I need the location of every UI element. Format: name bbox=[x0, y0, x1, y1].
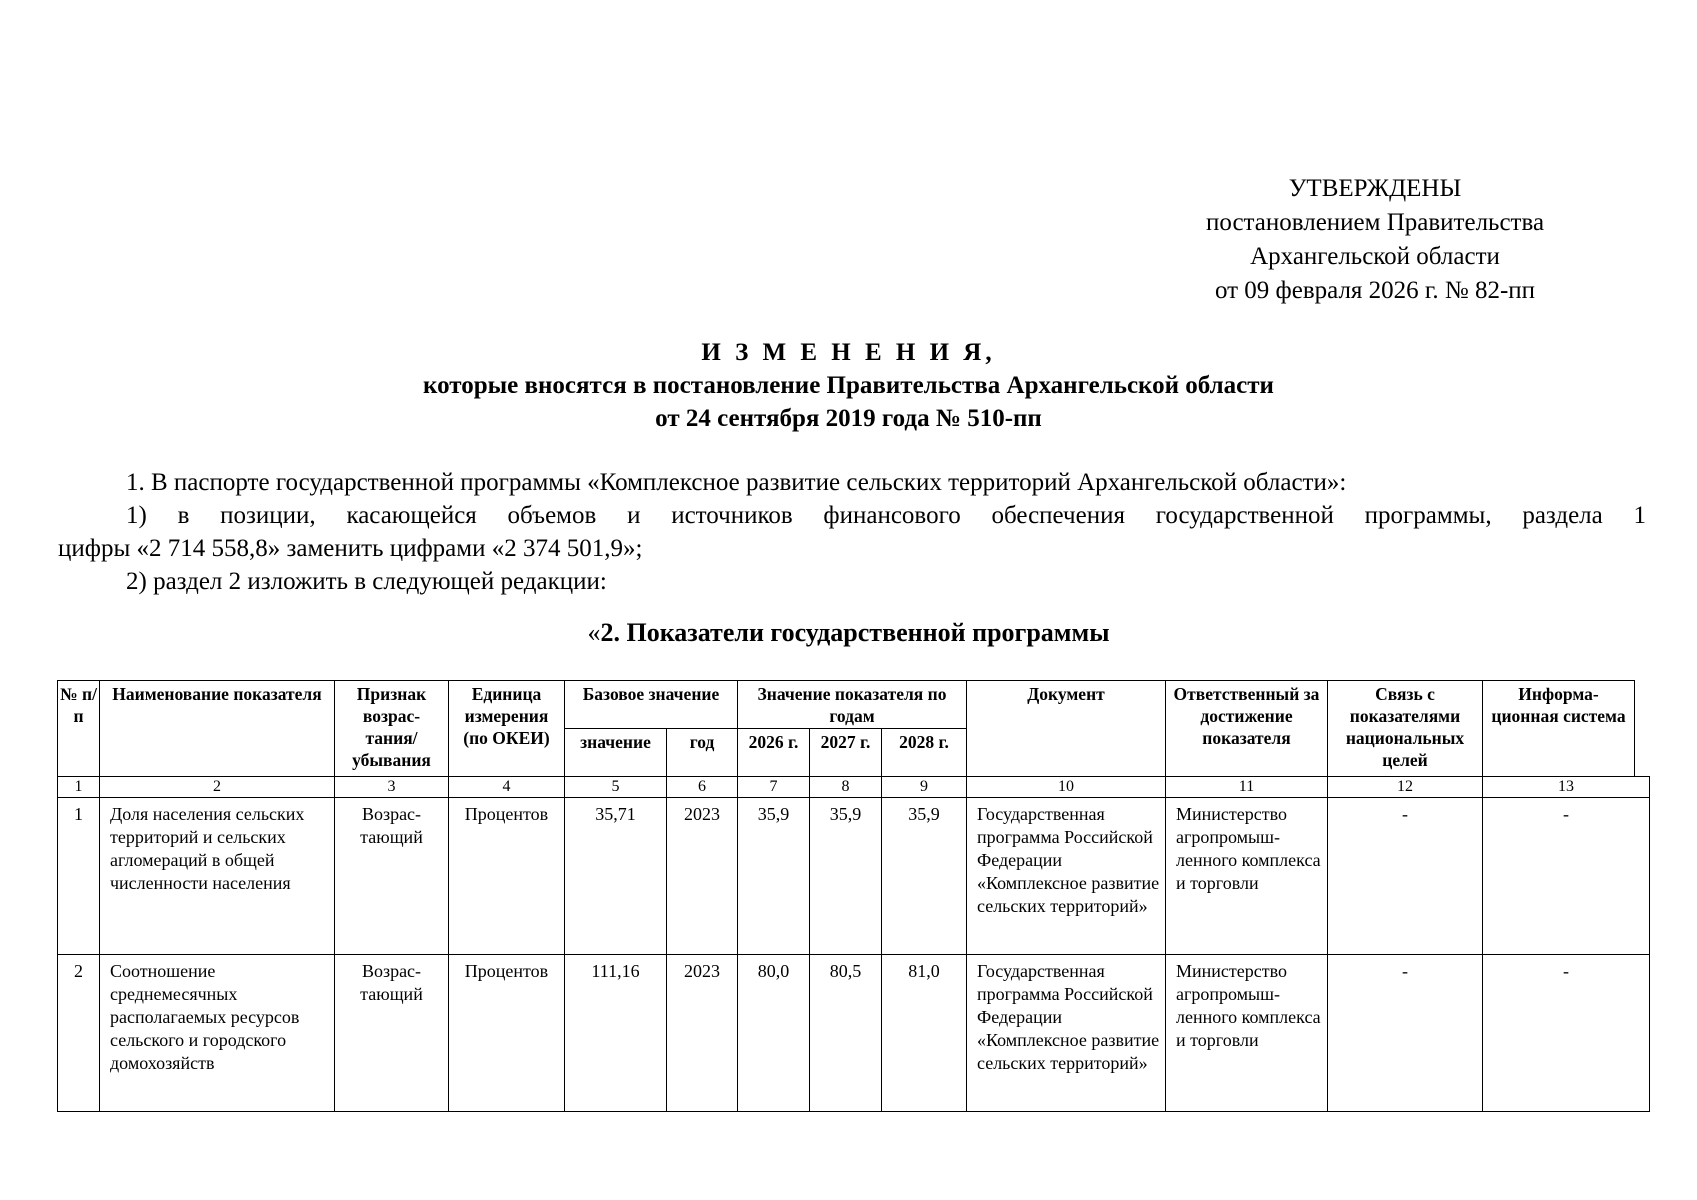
header-num: № п/п bbox=[58, 681, 100, 777]
cell-trend: Возрас-тающий bbox=[335, 955, 449, 1112]
header-base: Базовое значение bbox=[565, 681, 738, 729]
cell-info: - bbox=[1483, 955, 1650, 1112]
approval-line-date: от 09 февраля 2026 г. № 82-пп bbox=[1214, 277, 1536, 304]
cell-2027: 80,5 bbox=[810, 955, 882, 1112]
col-number: 7 bbox=[738, 777, 810, 798]
document-title: И З М Е Н Е Н И Я, bbox=[701, 339, 996, 366]
header-unit: Единица измерения (по ОКЕИ) bbox=[449, 681, 565, 777]
document-body bbox=[58, 466, 1646, 598]
cell-trend: Возрас-тающий bbox=[335, 798, 449, 955]
cell-2027: 35,9 bbox=[810, 798, 882, 955]
cell-num: 1 bbox=[58, 798, 100, 955]
cell-link: - bbox=[1328, 798, 1483, 955]
cell-2028: 35,9 bbox=[882, 798, 967, 955]
col-number: 13 bbox=[1483, 777, 1650, 798]
col-number: 10 bbox=[967, 777, 1166, 798]
col-number: 5 bbox=[565, 777, 667, 798]
section-title bbox=[0, 616, 1697, 650]
col-number: 6 bbox=[667, 777, 738, 798]
header-2027: 2027 г. bbox=[810, 729, 882, 777]
paragraph-1: 1. В паспорте государственной программы «Комплексное развитие сельских территорий Архангельской области»: bbox=[126, 469, 1347, 496]
header-2028: 2028 г. bbox=[882, 729, 967, 777]
cell-link: - bbox=[1328, 955, 1483, 1112]
document-subtitle-date: от 24 сентября 2019 года № 510-пп bbox=[655, 405, 1042, 432]
cell-info: - bbox=[1483, 798, 1650, 955]
cell-document: Государственная программа Российской Федерации «Комплексное развитие сельских территорий» bbox=[967, 798, 1166, 955]
cell-base-year: 2023 bbox=[667, 955, 738, 1112]
approval-line-decree: постановлением Правительства bbox=[1205, 209, 1545, 236]
header-trend: Признак возрас-тания/ убывания bbox=[335, 681, 449, 777]
indicators-table bbox=[57, 776, 1650, 1112]
table-row bbox=[58, 798, 1650, 955]
header-by-years: Значение показателя по годам bbox=[738, 681, 967, 729]
col-number: 8 bbox=[810, 777, 882, 798]
header-base-value: значение bbox=[565, 729, 667, 777]
cell-unit: Процентов bbox=[449, 798, 565, 955]
document-subtitle: которые вносятся в постановление Правительства Архангельской области bbox=[423, 372, 1274, 399]
col-number: 2 bbox=[100, 777, 335, 798]
paragraph-2-end: цифры «2 714 558,8» заменить цифрами «2 374 501,9»; bbox=[58, 535, 643, 562]
header-responsible: Ответственный за достижение показателя bbox=[1166, 681, 1328, 777]
header-base-year: год bbox=[667, 729, 738, 777]
cell-2026: 80,0 bbox=[738, 955, 810, 1112]
col-number: 12 bbox=[1328, 777, 1483, 798]
section-title-quote: « bbox=[587, 618, 601, 647]
cell-base-value: 111,16 bbox=[565, 955, 667, 1112]
indicators-table-header bbox=[57, 680, 1635, 777]
header-name: Наименование показателя bbox=[100, 681, 335, 777]
document-heading bbox=[0, 336, 1697, 435]
cell-2026: 35,9 bbox=[738, 798, 810, 955]
cell-base-year: 2023 bbox=[667, 798, 738, 955]
paragraph-2-start: 1) в позиции, касающейся объемов и источников финансового обеспечения государственной программы, раздела 1 bbox=[126, 502, 1646, 529]
col-number: 3 bbox=[335, 777, 449, 798]
cell-responsible: Министерство агропромыш-ленного комплекса и торговли bbox=[1166, 798, 1328, 955]
approval-line-region: Архангельской области bbox=[1250, 243, 1500, 270]
cell-name: Доля населения сельских территорий и сельских агломераций в общей численности населения bbox=[100, 798, 335, 955]
section-title-text: 2. Показатели государственной программы bbox=[600, 618, 1110, 647]
table-row bbox=[58, 955, 1650, 1112]
cell-name: Соотношение среднемесячных располагаемых ресурсов сельского и городского домохозяйств bbox=[100, 955, 335, 1112]
cell-base-value: 35,71 bbox=[565, 798, 667, 955]
col-number: 4 bbox=[449, 777, 565, 798]
col-number: 1 bbox=[58, 777, 100, 798]
paragraph-3: 2) раздел 2 изложить в следующей редакции: bbox=[126, 568, 607, 595]
cell-num: 2 bbox=[58, 955, 100, 1112]
header-document: Документ bbox=[967, 681, 1166, 777]
approval-stamp bbox=[1160, 172, 1590, 308]
col-number: 11 bbox=[1166, 777, 1328, 798]
cell-responsible: Министерство агропромыш-ленного комплекса и торговли bbox=[1166, 955, 1328, 1112]
header-info: Информа-ционная система bbox=[1483, 681, 1635, 777]
col-number: 9 bbox=[882, 777, 967, 798]
cell-unit: Процентов bbox=[449, 955, 565, 1112]
header-2026: 2026 г. bbox=[738, 729, 810, 777]
approval-line-approved: УТВЕРЖДЕНЫ bbox=[1288, 175, 1462, 202]
header-link: Связь с показателями национальных целей bbox=[1328, 681, 1483, 777]
column-numbers-row bbox=[58, 777, 1650, 798]
cell-document: Государственная программа Российской Федерации «Комплексное развитие сельских территорий» bbox=[967, 955, 1166, 1112]
cell-2028: 81,0 bbox=[882, 955, 967, 1112]
